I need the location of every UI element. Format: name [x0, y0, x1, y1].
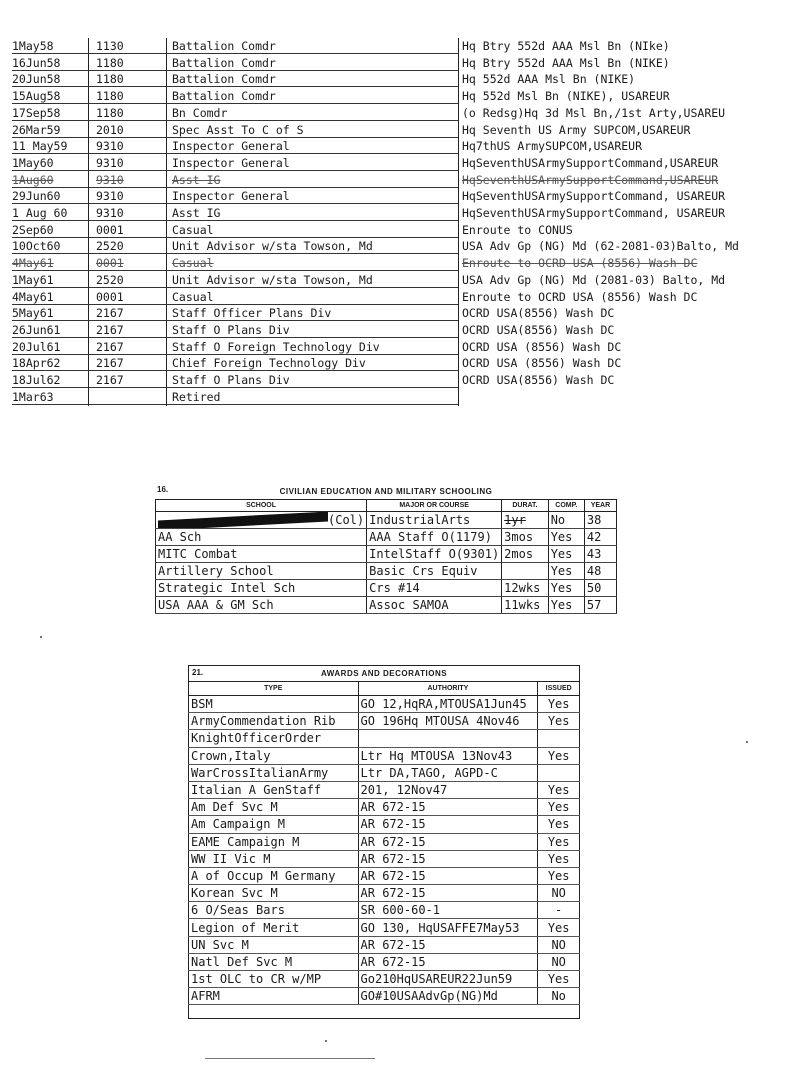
award-issued	[538, 764, 580, 781]
organization: OCRD USA (8556) Wash DC	[462, 356, 622, 371]
assignment-row	[12, 372, 800, 388]
duty-title: Staff O Foreign Technology Div	[172, 339, 380, 354]
award-authority: AR 672-15	[358, 799, 538, 816]
duty-code: 0001	[96, 256, 124, 271]
award-authority: GO#10USAAdvGp(NG)Md	[358, 988, 538, 1005]
education-duration: 11wks	[502, 597, 549, 614]
duty-title: Asst IG	[172, 172, 221, 187]
education-major: IndustrialArts	[367, 512, 502, 529]
education-comp: Yes	[548, 546, 584, 563]
education-row	[156, 512, 617, 529]
duty-code: 2520	[96, 272, 124, 287]
assignment-date: 1May60	[12, 155, 54, 170]
assignment-row	[12, 71, 800, 87]
awards-table	[188, 681, 580, 1005]
assignment-date: 17Sep58	[12, 105, 61, 120]
award-type: 6 O/Seas Bars	[189, 902, 359, 919]
organization: Hq7thUS ArmySUPCOM,USAREUR	[462, 139, 643, 154]
education-school: Artillery School	[156, 563, 367, 580]
education-major: Crs #14	[367, 580, 502, 597]
duty-code: 1180	[96, 55, 124, 70]
duty-code: 2167	[96, 373, 124, 387]
duty-code: 1130	[96, 39, 124, 53]
organization: Enroute to OCRD USA (8556) Wash DC	[462, 256, 698, 271]
award-row	[189, 696, 580, 713]
award-type: UN Svc M	[189, 936, 359, 953]
education-duration: 12wks	[502, 580, 549, 597]
award-row	[189, 730, 580, 747]
award-row	[189, 713, 580, 730]
award-authority: AR 672-15	[358, 936, 538, 953]
assignment-date: 1Aug60	[12, 172, 54, 187]
award-issued: Yes	[538, 867, 580, 884]
comp-header: COMP.	[548, 500, 584, 512]
section-number: 21.	[192, 668, 204, 677]
organization: OCRD USA(8556) Wash DC	[462, 373, 615, 387]
award-issued	[538, 730, 580, 747]
assignment-row	[12, 389, 800, 405]
award-type: WarCrossItalianArmy	[189, 764, 359, 781]
school-header: SCHOOL	[156, 500, 367, 512]
education-comp: No	[548, 512, 584, 529]
duty-title: Staff O Plans Div	[172, 322, 290, 337]
duty-code: 2520	[96, 239, 124, 254]
education-school: MITC Combat	[156, 546, 367, 563]
education-major: IntelStaff O(9301)	[367, 546, 502, 563]
duty-title: Casual	[172, 222, 214, 237]
award-row	[189, 850, 580, 867]
education-comp: Yes	[548, 563, 584, 580]
assignment-row	[12, 122, 800, 138]
assignment-row	[12, 322, 800, 338]
assignment-date: 4May61	[12, 256, 54, 271]
duty-title: Inspector General	[172, 189, 290, 204]
award-row	[189, 764, 580, 781]
assignment-date: 15Aug58	[12, 89, 61, 104]
organization: HqSeventhUSArmySupportCommand, USAREUR	[462, 206, 726, 220]
organization: Enroute to OCRD USA (8556) Wash DC	[462, 289, 698, 304]
award-authority: AR 672-15	[358, 816, 538, 833]
award-row	[189, 988, 580, 1005]
duty-code: 9310	[96, 189, 124, 204]
organization: (o Redsg)Hq 3d Msl Bn,/1st Arty,USAREU	[462, 105, 726, 120]
assignment-row	[12, 138, 800, 154]
education-major: Assoc SAMOA	[367, 597, 502, 614]
scan-speck	[325, 1040, 327, 1042]
duty-title: Casual	[172, 256, 214, 271]
redaction-block	[158, 512, 328, 529]
education-comp: Yes	[548, 580, 584, 597]
assignment-row	[12, 105, 800, 121]
organization: HqSeventhUSArmySupportCommand, USAREUR	[462, 189, 726, 204]
education-duration: 1yr	[502, 512, 549, 529]
duty-code: 0001	[96, 289, 124, 304]
assignment-row	[12, 188, 800, 204]
major-header: MAJOR OR COURSE	[367, 500, 502, 512]
duty-title: Chief Foreign Technology Div	[172, 356, 366, 371]
award-issued: Yes	[538, 919, 580, 936]
duty-title: Battalion Comdr	[172, 39, 276, 53]
education-major: Basic Crs Equiv	[367, 563, 502, 580]
award-issued: Yes	[538, 816, 580, 833]
award-row	[189, 799, 580, 816]
assignment-row	[12, 88, 800, 104]
award-issued: Yes	[538, 799, 580, 816]
award-type: Am Campaign M	[189, 816, 359, 833]
assignment-row	[12, 55, 800, 71]
education-school	[156, 512, 367, 529]
organization: Hq 552d AAA Msl Bn (NIKE)	[462, 72, 636, 87]
assignment-row	[12, 222, 800, 238]
award-type: WW II Vic M	[189, 850, 359, 867]
education-year: 57	[584, 597, 616, 614]
assignment-date: 2Sep60	[12, 222, 54, 237]
award-row	[189, 953, 580, 970]
award-authority: GO 130, HqUSAFFE7May53	[358, 919, 538, 936]
assignment-date: 4May61	[12, 289, 54, 304]
duration-header: DURAT.	[502, 500, 549, 512]
authority-header: AUTHORITY	[358, 682, 538, 696]
education-major: AAA Staff O(1179)	[367, 529, 502, 546]
award-row	[189, 867, 580, 884]
duty-code: 1180	[96, 89, 124, 104]
organization: Hq Btry 552d AAA Msl Bn (NIKE)	[462, 55, 670, 70]
assignment-date: 5May61	[12, 306, 54, 321]
award-authority: Ltr Hq MTOUSA 13Nov43	[358, 747, 538, 764]
education-row	[156, 563, 617, 580]
award-authority: AR 672-15	[358, 885, 538, 902]
education-year: 48	[584, 563, 616, 580]
education-year: 42	[584, 529, 616, 546]
award-issued: Yes	[538, 747, 580, 764]
award-issued: NO	[538, 953, 580, 970]
assignment-row	[12, 305, 800, 321]
education-duration: 3mos	[502, 529, 549, 546]
duty-code: 2167	[96, 339, 124, 354]
assignment-date: 1May58	[12, 39, 54, 53]
award-authority: GO 196Hq MTOUSA 4Nov46	[358, 713, 538, 730]
assignment-row	[12, 255, 800, 271]
education-school: AA Sch	[156, 529, 367, 546]
duty-code: 2010	[96, 122, 124, 137]
assignment-row	[12, 155, 800, 171]
assignment-date: 11 May59	[12, 139, 68, 154]
organization: HqSeventhUSArmySupportCommand,USAREUR	[462, 172, 719, 187]
award-authority: Go210HqUSAREUR22Jun59	[358, 971, 538, 988]
education-duration: 2mos	[502, 546, 549, 563]
award-type: 1st OLC to CR w/MP	[189, 971, 359, 988]
education-school: USA AAA & GM Sch	[156, 597, 367, 614]
award-authority: SR 600-60-1	[358, 902, 538, 919]
education-row	[156, 597, 617, 614]
duty-title: Asst IG	[172, 206, 221, 220]
assignment-row	[12, 238, 800, 254]
award-row	[189, 833, 580, 850]
award-type: BSM	[189, 696, 359, 713]
duty-code: 9310	[96, 139, 124, 154]
scan-line	[205, 1058, 375, 1059]
organization: OCRD USA (8556) Wash DC	[462, 339, 622, 354]
organization: HqSeventhUSArmySupportCommand,USAREUR	[462, 155, 719, 170]
award-row	[189, 919, 580, 936]
education-school-text: (Col)	[328, 513, 365, 527]
assignment-date: 18Jul62	[12, 373, 61, 387]
duty-title: Unit Advisor w/sta Towson, Md	[172, 272, 373, 287]
organization: OCRD USA(8556) Wash DC	[462, 306, 615, 321]
education-school: Strategic Intel Sch	[156, 580, 367, 597]
award-issued: Yes	[538, 850, 580, 867]
award-issued: Yes	[538, 781, 580, 798]
organization: OCRD USA(8556) Wash DC	[462, 322, 615, 337]
duty-title: Retired	[172, 389, 221, 404]
award-type: Natl Def Svc M	[189, 953, 359, 970]
award-type: Am Def Svc M	[189, 799, 359, 816]
duty-title: Staff Officer Plans Div	[172, 306, 332, 321]
assignment-date: 1 Aug 60	[12, 206, 68, 220]
type-header: TYPE	[189, 682, 359, 696]
award-issued: Yes	[538, 971, 580, 988]
education-header-row	[156, 500, 617, 512]
award-row	[189, 902, 580, 919]
education-year: 38	[584, 512, 616, 529]
education-year: 43	[584, 546, 616, 563]
organization: USA Adv Gp (NG) Md (62-2081-03)Balto, Md	[462, 239, 739, 254]
assignment-row	[12, 355, 800, 371]
duty-title: Battalion Comdr	[172, 55, 276, 70]
organization: Hq Btry 552d AAA Msl Bn (NIke)	[462, 39, 670, 53]
award-type: Legion of Merit	[189, 919, 359, 936]
award-row	[189, 971, 580, 988]
education-comp: Yes	[548, 597, 584, 614]
duty-title: Staff O Plans Div	[172, 373, 290, 387]
award-type: Korean Svc M	[189, 885, 359, 902]
assignment-date: 29Jun60	[12, 189, 61, 204]
assignment-date: 1Mar63	[12, 389, 54, 404]
award-type: Crown,Italy	[189, 747, 359, 764]
duty-title: Unit Advisor w/sta Towson, Md	[172, 239, 373, 254]
assignment-date: 26Mar59	[12, 122, 61, 137]
award-row	[189, 936, 580, 953]
duty-title: Inspector General	[172, 155, 290, 170]
duty-title: Spec Asst To C of S	[172, 122, 304, 137]
award-authority: AR 672-15	[358, 850, 538, 867]
award-issued: NO	[538, 936, 580, 953]
award-issued: Yes	[538, 833, 580, 850]
duty-code: 1180	[96, 105, 124, 120]
award-authority: GO 12,HqRA,MTOUSA1Jun45	[358, 696, 538, 713]
assignment-row	[12, 339, 800, 355]
award-row	[189, 747, 580, 764]
assignment-row	[12, 272, 800, 288]
assignment-date: 20Jun58	[12, 72, 61, 87]
duty-code: 2167	[96, 356, 124, 371]
award-issued: Yes	[538, 713, 580, 730]
award-type: ArmyCommendation Rib	[189, 713, 359, 730]
assignment-date: 16Jun58	[12, 55, 61, 70]
award-type: Italian A GenStaff	[189, 781, 359, 798]
education-duration	[502, 563, 549, 580]
row-rule	[12, 404, 458, 405]
education-row	[156, 546, 617, 563]
award-authority: 201, 12Nov47	[358, 781, 538, 798]
duty-code: 9310	[96, 172, 124, 187]
organization: Hq 552d Msl Bn (NIKE), USAREUR	[462, 89, 670, 104]
award-issued: Yes	[538, 696, 580, 713]
award-authority: AR 672-15	[358, 953, 538, 970]
award-row	[189, 816, 580, 833]
assignment-date: 10Oct60	[12, 239, 61, 254]
education-row	[156, 529, 617, 546]
award-authority: AR 672-15	[358, 867, 538, 884]
scan-speck	[40, 636, 42, 638]
award-type: AFRM	[189, 988, 359, 1005]
duty-code: 0001	[96, 222, 124, 237]
education-row	[156, 580, 617, 597]
duty-title: Bn Comdr	[172, 105, 228, 120]
duty-title: Battalion Comdr	[172, 89, 276, 104]
education-comp: Yes	[548, 529, 584, 546]
award-issued: No	[538, 988, 580, 1005]
education-year: 50	[584, 580, 616, 597]
award-row	[189, 885, 580, 902]
duty-code: 2167	[96, 306, 124, 321]
award-authority	[358, 730, 538, 747]
assignment-date: 20Jul61	[12, 339, 61, 354]
assignment-date: 18Apr62	[12, 356, 61, 371]
assignment-row	[12, 172, 800, 188]
assignment-row	[12, 289, 800, 305]
organization: Hq Seventh US Army SUPCOM,USAREUR	[462, 122, 691, 137]
section-title: CIVILIAN EDUCATION AND MILITARY SCHOOLING	[279, 487, 493, 496]
education-table	[155, 499, 617, 614]
year-header: YEAR	[584, 500, 616, 512]
award-issued: -	[538, 902, 580, 919]
assignment-date: 1May61	[12, 272, 54, 287]
award-authority: AR 672-15	[358, 833, 538, 850]
section-number: 16.	[157, 485, 169, 494]
section-title: AWARDS AND DECORATIONS	[320, 669, 448, 678]
duty-code: 9310	[96, 155, 124, 170]
award-authority: Ltr DA,TAGO, AGPD-C	[358, 764, 538, 781]
scan-speck	[746, 741, 748, 743]
organization: Enroute to CONUS	[462, 222, 573, 237]
award-type: EAME Campaign M	[189, 833, 359, 850]
duty-title: Casual	[172, 289, 214, 304]
award-type: KnightOfficerOrder	[189, 730, 359, 747]
awards-header-row	[189, 682, 580, 696]
duty-title: Inspector General	[172, 139, 290, 154]
assignment-row	[12, 205, 800, 221]
award-row	[189, 781, 580, 798]
duty-title: Battalion Comdr	[172, 72, 276, 87]
issued-header: ISSUED	[538, 682, 580, 696]
duty-code: 2167	[96, 322, 124, 337]
assignment-date: 26Jun61	[12, 322, 61, 337]
duty-code: 1180	[96, 72, 124, 87]
duty-code: 9310	[96, 206, 124, 220]
organization: USA Adv Gp (NG) Md (2081-03) Balto, Md	[462, 272, 726, 287]
assignment-row	[12, 38, 800, 54]
award-type: A of Occup M Germany	[189, 867, 359, 884]
award-issued: NO	[538, 885, 580, 902]
